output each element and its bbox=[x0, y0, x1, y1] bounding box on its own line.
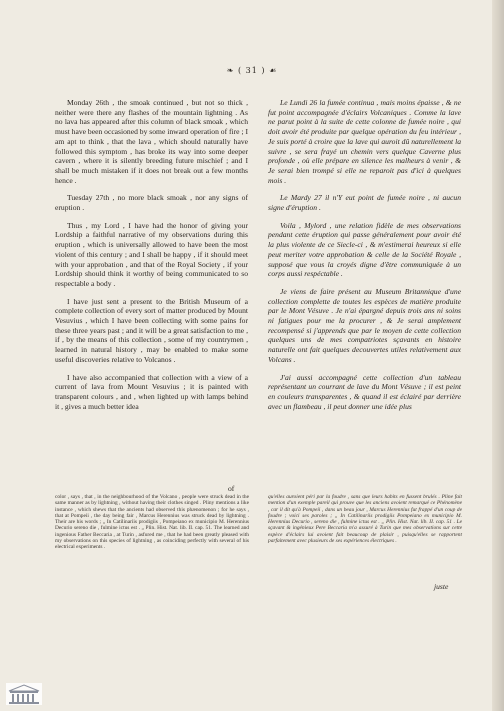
catchword-left: of bbox=[228, 484, 235, 493]
paragraph: Tuesday 27th , no more black smoak , nor any signs of eruption . bbox=[55, 193, 248, 213]
page-header bbox=[0, 66, 504, 75]
paragraph: Le Lundi 26 la fumée continua , mais moins épaisse , & ne fut point accompagnée d'éclairs Volcaniques . Comme la lave ne parut point à la suite de cette colonne de fumée noire , qui doit avoir été produite par quelque opération du feu intérieur , Je suis porté à croire que la lave qui auroit dû naturellement la suivre , se sera frayé un chemin vers quelque Caverne plus profonde , où elle prépare en silence les malheurs à venir , & Je serai bien trompé si elle ne reparoit pas d'ici à quelques mois . bbox=[268, 98, 461, 185]
paragraph: Le Mardy 27 il n'Y eut point de fumée noire , ni aucun signe d'éruption . bbox=[268, 193, 461, 213]
paragraph: Thus , my Lord , I have had the honor of giving your Lordship a faithful narrative of my observations during this eruption , which is universally allowed to have been the most violent of this century ; and I shall be happy , if it should meet with your approbation , and that of the Royal Society , if your Lordship should think it worthy of being communicated to so respectable a body . bbox=[55, 220, 248, 288]
page-edge-shadow bbox=[492, 0, 504, 711]
library-building-logo-icon bbox=[6, 683, 42, 705]
paragraph: Voila , Mylord , une relation fidèle de mes observations pendant cette éruption qui passe généralement pour avoir été la plus violente de ce Siecle-ci , & m'estimerai heureux si elle peut meriter votre approbation & celle de la Société Royale , supposé que vous la croyés digne d'être communiquée à un corps aussi respéctable . bbox=[268, 220, 461, 279]
footnote-left: color , says , that , in the neighbourhood of the Volcano , people were struck dead in the same manner as by lightning , without having their clothes singed . Pliny mentions a like instance , which shews that the ancients had observed this phænomenon ; for he says , that at Pompeii , the day being fair , Marcus Herennius was struck dead by lightning . Their are his words ; „ In Catilinariis prodigiis , Pompeiano ex municipio M. Herennius Decurio sereno die , fulmine ictus est . „ Plin. Hist. Nat. lib. II. cap. 51. The learned and ingenious Father Beccaria , at Turin , asfured me , that he had been greatly pleased with my observations on this species of lightning , as coinciding perfectly with several of his electrical experiments . bbox=[55, 494, 249, 551]
paragraph: Monday 26th , the smoak continued , but not so thick , neither were there any flashes of the mountain lightning . As no lava has appeared after this column of black smoak , which must have been occasioned by some inward operation of fire ; I am apt to think , that the lava , which should naturally have followed this symptom , has broke its way into some deeper cavern , where it is silently breeding future mischief ; and I shall be much mistaken if it does not break out a few months hence . bbox=[55, 98, 248, 185]
catchword-right: juste bbox=[434, 582, 449, 591]
page-number: ( 31 ) bbox=[238, 66, 266, 75]
english-column bbox=[55, 98, 248, 419]
paragraph: J'ai aussi accompagné cette collection d'un tableau représentant un courrant de lave du Mont Vésuve ; il est peint en couleurs transparentes , & quand il est éclairé par derrière avec un flambeau , il peut donner une idée plus bbox=[268, 372, 461, 411]
footnote-right: qu'elles auroient péri par la foudre , sans que leurs habits en fussent brulés . Pline fait mention d'un exemple pareil qui prouve que les anciens avoient remarqué ce Phénomène , car il dit qu'à Pompeii , dans un beau jour , Marcus Herennius fut frappé d'un coup de foudre ; voici ses paroles ; „ In Catilinariis prodigiis Pompeiano ex municipio M. Herennius Decurio , sereno die , fulmine ictus est . „ Plin. Hist. Nat. lib. II. cap. 51 . Le sçavant & ingénieux Pere Beccaria m'a assuré à Turin que mes observations sur cette espèce d'éclairs lui avoient fait beaucoup de plaisir , puisqu'elles se rapportent parfaitement avec plusieurs de ses expériences électriques . bbox=[268, 494, 462, 545]
paragraph: Je viens de faire présent au Museum Britannique d'une collection complette de toutes les espèces de matière produite par le Mont Vésuve . Je n'ai épargné depuis trois ans ni soins ni fatigues pour me la procurer , & Je serai amplement recompensé si j'apprends que par le moyen de cette collection quelques uns de mes compatriotes sçavants en histoire naturelle ont fait quelques decouvertes utiles relativement aux Volcans . bbox=[268, 286, 461, 364]
paragraph: I have also accompanied that collection with a view of a current of lava from Mount Vesuvius ; it is painted with transparent colours , and , when lighted up with lamps behind it , gives a much better idea bbox=[55, 372, 248, 411]
paragraph: I have just sent a present to the British Museum of a complete collection of every sort of matter produced by Mount Vesuvius , which I have been collecting with some pains for these three years past ; and it will be a great satisfaction to me , if , by the means of this collection , some of my countrymen , learned in natural history , may be enabled to make some useful discoveries relative to Volcanos . bbox=[55, 296, 248, 364]
ornament-right-icon: ☙ bbox=[269, 66, 278, 75]
ornament-left-icon: ❧ bbox=[226, 66, 235, 75]
french-column bbox=[268, 98, 461, 419]
